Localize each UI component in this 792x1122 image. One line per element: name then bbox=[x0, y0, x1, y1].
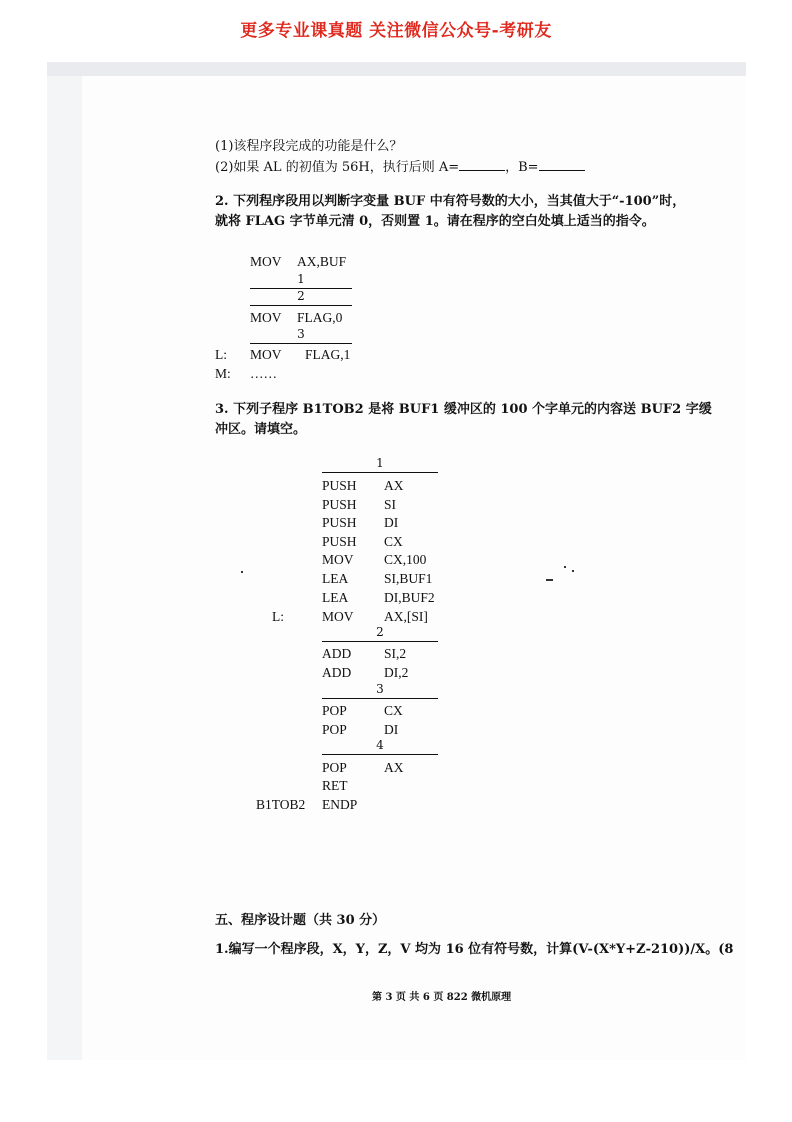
q3-end-label: B1TOB2 bbox=[256, 797, 306, 812]
q3-end-op: ENDP bbox=[322, 797, 358, 812]
q2-fill-blank-2 bbox=[250, 291, 352, 306]
section5-title: 五、程序设计题（共 30 分） bbox=[215, 913, 386, 928]
q2-fill-blank-1 bbox=[250, 274, 352, 289]
q2-code-r6-label: L: bbox=[215, 347, 227, 362]
q3-add1-arg: SI,2 bbox=[384, 646, 407, 661]
scan-speck bbox=[241, 571, 243, 573]
q2-code-r4-arg: FLAG,0 bbox=[297, 310, 343, 325]
q3-code-row-2-op: PUSH bbox=[322, 515, 357, 530]
q2-line1: 2. 下列程序段用以判断字变量 BUF 中有符号数的大小，当其值大于“-100”时， bbox=[215, 194, 686, 209]
q2-fill-blank-3 bbox=[250, 329, 352, 344]
q3-add1-op: ADD bbox=[322, 646, 352, 661]
q1-sub1: (1)该程序段完成的功能是什么？ bbox=[215, 139, 403, 154]
q2-code-r1-arg: AX,BUF bbox=[297, 254, 347, 269]
q3-code-row-3-op: PUSH bbox=[322, 534, 357, 549]
q3-fill-blank-4 bbox=[322, 740, 438, 755]
blank-number: 3 bbox=[376, 682, 384, 696]
q3-code-row-4-op: MOV bbox=[322, 552, 354, 567]
q3-add2-op: ADD bbox=[322, 665, 352, 680]
q3-code-row-2-arg: DI bbox=[384, 515, 399, 530]
blank-number: 1 bbox=[297, 272, 305, 286]
q3-code-row-0-op: PUSH bbox=[322, 478, 357, 493]
page-footer: 第 3 页 共 6 页 822 微机原理 bbox=[372, 992, 512, 1003]
q2-code-r7-text: …… bbox=[250, 366, 277, 381]
top-banner: 更多专业课真题 关注微信公众号-考研友 bbox=[240, 21, 552, 41]
q3-code-row-6-op: LEA bbox=[322, 590, 349, 605]
scan-speck bbox=[564, 566, 566, 568]
answer-blank-b bbox=[539, 158, 585, 171]
q3-ret: RET bbox=[322, 778, 348, 793]
answer-blank-a bbox=[459, 158, 505, 171]
q3-fill-blank-1 bbox=[322, 458, 438, 473]
scan-speck bbox=[546, 579, 553, 581]
q3-code-row-0-arg: AX bbox=[384, 478, 404, 493]
q3-loop-arg: AX,[SI] bbox=[384, 609, 428, 624]
q3-line2: 冲区。请填空。 bbox=[215, 422, 307, 437]
q2-line2: 就将 FLAG 字节单元清 0，否则置 1。请在程序的空白处填上适当的指令。 bbox=[215, 214, 655, 229]
q3-pop3-arg: AX bbox=[384, 760, 404, 775]
q2-code-r6-arg: FLAG,1 bbox=[305, 347, 351, 362]
q2-code-r4-op: MOV bbox=[250, 310, 282, 325]
q2-code-r6-op: MOV bbox=[250, 347, 282, 362]
blank-number: 2 bbox=[376, 625, 384, 639]
scan-top-shadow bbox=[47, 62, 746, 76]
blank-number: 2 bbox=[297, 289, 305, 303]
q3-pop2-op: POP bbox=[322, 722, 347, 737]
q1-sub2-text-a: (2)如果 AL 的初值为 56H，执行后则 A= bbox=[215, 160, 460, 175]
q2-code-r1-op: MOV bbox=[250, 254, 282, 269]
q3-pop3-op: POP bbox=[322, 760, 347, 775]
q3-fill-blank-2 bbox=[322, 627, 438, 642]
q3-loop-label: L: bbox=[272, 609, 284, 624]
q3-pop1-arg: CX bbox=[384, 703, 403, 718]
blank-number: 4 bbox=[376, 738, 384, 752]
section5-q1: 1.编写一个程序段，X，Y，Z，V 均为 16 位有符号数，计算(V-(X*Y+Z-210))/X。(8 bbox=[215, 942, 734, 957]
blank-number: 1 bbox=[376, 456, 384, 470]
q3-add2-arg: DI,2 bbox=[384, 665, 409, 680]
q2-code-r7-label: M: bbox=[215, 366, 231, 381]
q3-pop1-op: POP bbox=[322, 703, 347, 718]
q3-code-row-4-arg: CX,100 bbox=[384, 552, 427, 567]
q1-sub2-text-b: ，B= bbox=[505, 160, 539, 175]
q3-pop2-arg: DI bbox=[384, 722, 399, 737]
q1-sub2 bbox=[215, 158, 585, 176]
q3-code-row-1-arg: SI bbox=[384, 497, 397, 512]
q3-code-row-5-op: LEA bbox=[322, 571, 349, 586]
q3-code-row-3-arg: CX bbox=[384, 534, 403, 549]
q3-loop-op: MOV bbox=[322, 609, 354, 624]
scan-speck bbox=[572, 570, 574, 572]
q3-code-row-6-arg: DI,BUF2 bbox=[384, 590, 435, 605]
q3-line1: 3. 下列子程序 B1TOB2 是将 BUF1 缓冲区的 100 个字单元的内容送 BUF2 字缓 bbox=[215, 402, 712, 417]
q3-code-row-5-arg: SI,BUF1 bbox=[384, 571, 433, 586]
blank-number: 3 bbox=[297, 327, 305, 341]
q3-code-row-1-op: PUSH bbox=[322, 497, 357, 512]
q3-fill-blank-3 bbox=[322, 684, 438, 699]
